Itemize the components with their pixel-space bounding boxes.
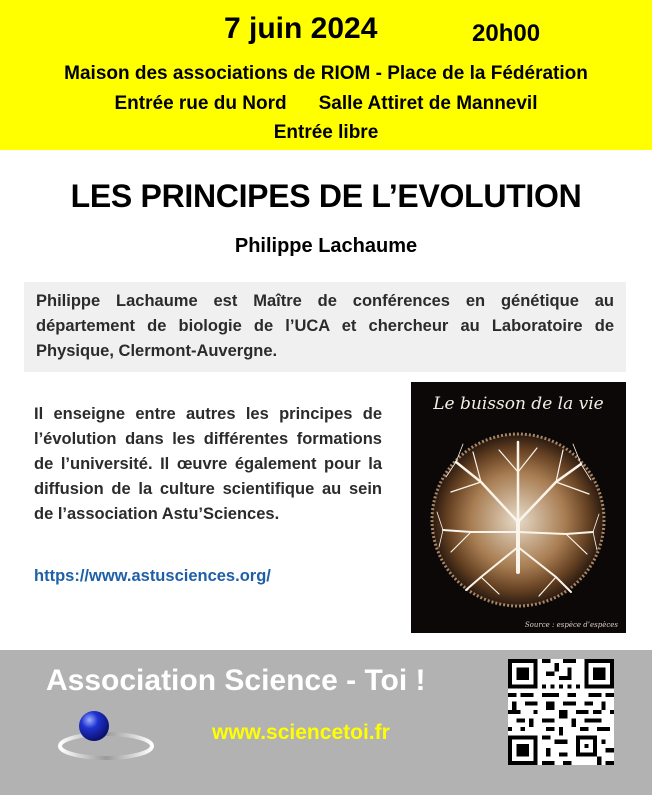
- tree-of-life-illustration: [411, 382, 626, 633]
- book-cover-source: Source : espèce d’espèces: [524, 621, 618, 629]
- speaker-name: Philippe Lachaume: [234, 235, 418, 257]
- association-logo: [56, 706, 156, 764]
- event-room: Salle Attiret de Mannevil: [318, 93, 538, 114]
- event-date: 7 juin 2024: [224, 12, 378, 45]
- event-entrance-room: [0, 93, 652, 115]
- event-address: Maison des associations de RIOM - Place de la Fédération: [64, 63, 588, 84]
- talk-description: Il enseigne entre autres les principes de l’évolution dans les différentes formations de l’université. Il œuvre également pour la diffusion de la culture scientifique au sein de l’association Astu’Sciences.: [34, 405, 382, 523]
- qr-code[interactable]: [508, 659, 614, 765]
- book-cover-title: Le buisson de la vie: [433, 394, 604, 414]
- speaker-bio: Philippe Lachaume est Maître de conférences en génétique au département de biologie de l’UCA et chercheur au Laboratoire de Physique, Clermont-Auvergne.: [36, 292, 614, 360]
- event-time: 20h00: [472, 20, 541, 47]
- association-name: Association Science - Toi !: [46, 664, 426, 697]
- event-entrance: Entrée rue du Nord: [114, 93, 287, 114]
- talk-title: LES PRINCIPES DE L’EVOLUTION: [70, 178, 582, 214]
- event-admission: Entrée libre: [273, 122, 379, 143]
- website-link[interactable]: www.sciencetoi.fr: [212, 721, 390, 744]
- astusciences-link[interactable]: https://www.astusciences.org/: [34, 567, 271, 585]
- book-cover-image: [411, 382, 626, 633]
